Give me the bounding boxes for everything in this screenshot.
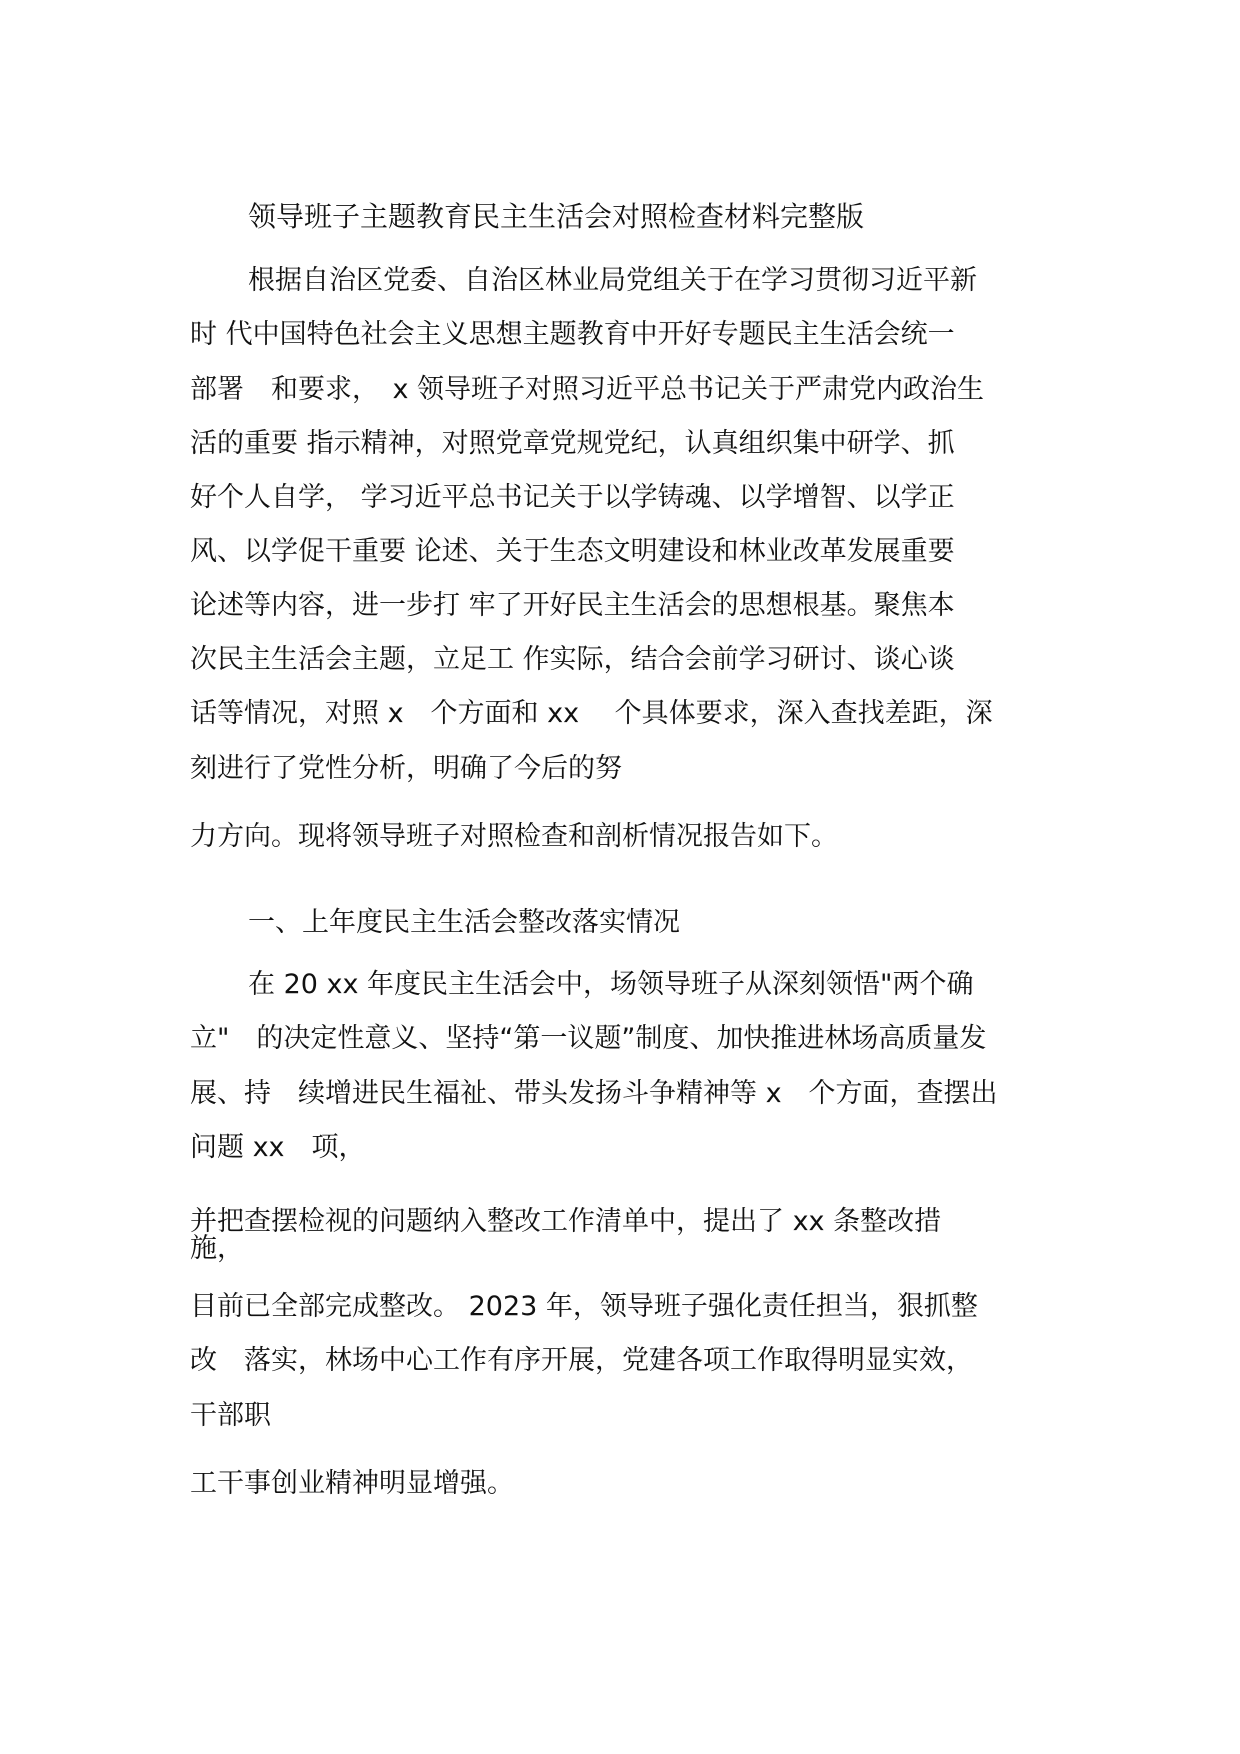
paragraph-line: 时 代中国特色社会主义思想主题教育中开好专题民主生活会统一 bbox=[190, 319, 955, 350]
paragraph-line: 展、持 续增进民生福祉、带头发扬斗争精神等 x 个方面，查摆出 bbox=[190, 1078, 998, 1109]
paragraph-line: 刻进行了党性分析，明确了今后的努 bbox=[190, 753, 622, 784]
paragraph-line: 目前已全部完成整改。 2023 年，领导班子强化责任担当，狠抓整 bbox=[190, 1291, 978, 1322]
paragraph-line: 工干事创业精神明显增强。 bbox=[190, 1468, 514, 1499]
paragraph-line: 好个人自学， 学习近平总书记关于以学铸魂、以学增智、以学正 bbox=[190, 482, 955, 513]
paragraph-line: 力方向。现将领导班子对照检查和剖析情况报告如下。 bbox=[190, 821, 838, 852]
paragraph-line: 在 20 xx 年度民主生活会中，场领导班子从深刻领悟"两个确 bbox=[248, 969, 974, 1000]
document-title: 领导班子主题教育民主生活会对照检查材料完整版 bbox=[248, 200, 865, 233]
paragraph-line: 根据自治区党委、自治区林业局党组关于在学习贯彻习近平新 bbox=[248, 265, 977, 296]
paragraph-line: 干部职 bbox=[190, 1400, 271, 1431]
paragraph-line: 并把查摆检视的问题纳入整改工作清单中，提出了 xx 条整改措 bbox=[190, 1206, 942, 1237]
paragraph-line: 改 落实，林场中心工作有序开展，党建各项工作取得明显实效， bbox=[190, 1345, 973, 1376]
paragraph-line: 施， bbox=[190, 1233, 244, 1264]
paragraph-line: 部署 和要求， x 领导班子对照习近平总书记关于严肃党内政治生 bbox=[190, 374, 985, 405]
paragraph-line: 活的重要 指示精神，对照党章党规党纪，认真组织集中研学、抓 bbox=[190, 428, 955, 459]
paragraph-line: 风、以学促干重要 论述、关于生态文明建设和林业改革发展重要 bbox=[190, 536, 955, 567]
section-heading: 一、上年度民主生活会整改落实情况 bbox=[248, 907, 680, 938]
paragraph-line: 立" 的决定性意义、坚持“第一议题”制度、加快推进林场高质量发 bbox=[190, 1023, 987, 1054]
paragraph-line: 问题 xx 项， bbox=[190, 1132, 366, 1163]
paragraph-line: 次民主生活会主题，立足工 作实际，结合会前学习研讨、谈心谈 bbox=[190, 644, 955, 675]
paragraph-line: 话等情况，对照 x 个方面和 xx 个具体要求，深入查找差距，深 bbox=[190, 698, 993, 729]
paragraph-line: 论述等内容，进一步打 牢了开好民主生活会的思想根基。聚焦本 bbox=[190, 590, 955, 621]
